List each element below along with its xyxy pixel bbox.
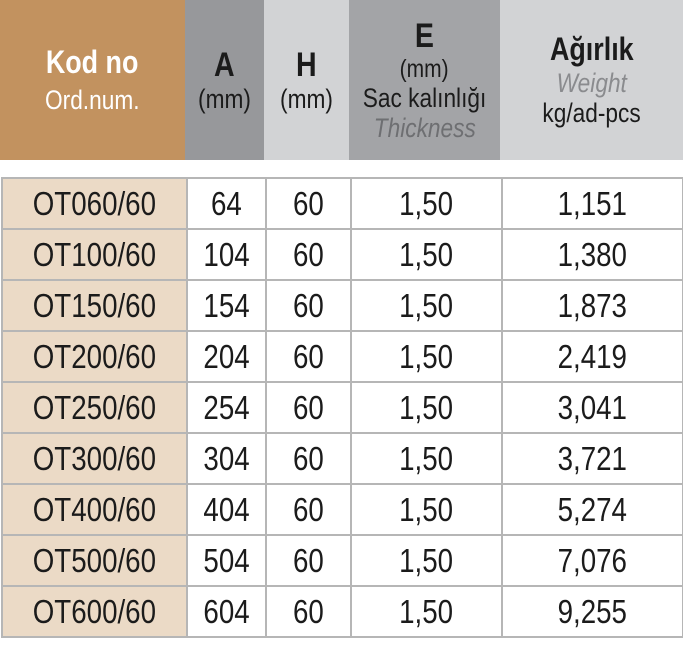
cell-a [187, 535, 266, 586]
weight-value: 3,721 [557, 439, 628, 477]
header-a-column [185, 0, 264, 160]
cell-a [187, 586, 266, 637]
weight-value: 1,873 [557, 286, 628, 324]
code-value: OT500/60 [32, 541, 157, 579]
e-value: 1,50 [399, 286, 454, 324]
cell-e [351, 535, 502, 586]
cell-weight [502, 229, 683, 280]
cell-e [351, 433, 502, 484]
cell-code [2, 331, 187, 382]
cell-e [351, 178, 502, 229]
cell-h [266, 331, 351, 382]
cell-h [266, 535, 351, 586]
table-row [2, 433, 683, 484]
cell-code [2, 178, 187, 229]
cell-h [266, 229, 351, 280]
weight-value: 5,274 [557, 490, 628, 528]
cell-h [266, 586, 351, 637]
cell-h [266, 382, 351, 433]
cell-e [351, 586, 502, 637]
cell-code [2, 229, 187, 280]
header-weight-column [500, 0, 683, 160]
cell-code [2, 535, 187, 586]
h-value: 60 [293, 490, 324, 528]
weight-value: 1,380 [557, 235, 628, 273]
header-e-column [349, 0, 500, 160]
header-code-title: Kod no [46, 43, 139, 80]
a-value: 254 [203, 388, 250, 426]
table-body [0, 177, 683, 638]
cell-a [187, 331, 266, 382]
h-value: 60 [293, 541, 324, 579]
cell-a [187, 229, 266, 280]
cell-weight [502, 586, 683, 637]
h-value: 60 [293, 235, 324, 273]
cell-weight [502, 178, 683, 229]
e-value: 1,50 [399, 490, 454, 528]
cell-code [2, 280, 187, 331]
cell-code [2, 484, 187, 535]
cell-h [266, 433, 351, 484]
code-value: OT200/60 [32, 337, 157, 375]
h-value: 60 [293, 337, 324, 375]
cell-e [351, 229, 502, 280]
code-value: OT600/60 [32, 592, 157, 630]
cell-e [351, 484, 502, 535]
a-value: 104 [203, 235, 250, 273]
header-h-unit: (mm) [280, 83, 333, 114]
cell-weight [502, 535, 683, 586]
code-value: OT060/60 [32, 184, 157, 222]
cell-weight [502, 484, 683, 535]
header-e-unit: (mm) [400, 54, 449, 83]
weight-value: 7,076 [557, 541, 628, 579]
a-value: 64 [211, 184, 242, 222]
header-code-subtitle: Ord.num. [45, 84, 140, 115]
weight-value: 9,255 [557, 592, 628, 630]
table-row [2, 535, 683, 586]
weight-value: 3,041 [557, 388, 628, 426]
table-row [2, 331, 683, 382]
weight-value: 1,151 [557, 184, 628, 222]
cell-h [266, 178, 351, 229]
header-code-column [0, 0, 185, 160]
e-value: 1,50 [399, 592, 454, 630]
cell-a [187, 280, 266, 331]
cell-weight [502, 331, 683, 382]
cell-e [351, 280, 502, 331]
h-value: 60 [293, 286, 324, 324]
cell-h [266, 280, 351, 331]
header-weight-unit: kg/ad-pcs [542, 97, 641, 128]
header-e-title: E [414, 16, 435, 55]
table-row [2, 484, 683, 535]
spec-table [1, 177, 683, 638]
weight-value: 2,419 [557, 337, 628, 375]
table-row [2, 178, 683, 229]
header-a-title: A [214, 45, 235, 84]
code-value: OT400/60 [32, 490, 157, 528]
cell-a [187, 382, 266, 433]
cell-h [266, 484, 351, 535]
h-value: 60 [293, 388, 324, 426]
header-h-title: H [296, 45, 317, 84]
cell-weight [502, 280, 683, 331]
code-value: OT250/60 [32, 388, 157, 426]
h-value: 60 [293, 184, 324, 222]
cell-a [187, 433, 266, 484]
a-value: 504 [203, 541, 250, 579]
e-value: 1,50 [399, 337, 454, 375]
cell-code [2, 586, 187, 637]
a-value: 154 [203, 286, 250, 324]
cell-a [187, 178, 266, 229]
a-value: 604 [203, 592, 250, 630]
code-value: OT300/60 [32, 439, 157, 477]
table-row [2, 280, 683, 331]
e-value: 1,50 [399, 388, 454, 426]
h-value: 60 [293, 592, 324, 630]
a-value: 304 [203, 439, 250, 477]
header-a-unit: (mm) [198, 83, 251, 114]
cell-weight [502, 433, 683, 484]
code-value: OT150/60 [32, 286, 157, 324]
header-h-column [264, 0, 349, 160]
h-value: 60 [293, 439, 324, 477]
cell-weight [502, 382, 683, 433]
table-row [2, 229, 683, 280]
cell-code [2, 382, 187, 433]
e-value: 1,50 [399, 235, 454, 273]
cell-code [2, 433, 187, 484]
e-value: 1,50 [399, 541, 454, 579]
table-row [2, 382, 683, 433]
header-weight-subtitle: Weight [556, 67, 627, 98]
cell-e [351, 331, 502, 382]
header-e-desc-en: Thickness [373, 113, 476, 144]
a-value: 404 [203, 490, 250, 528]
table-header [0, 0, 683, 160]
header-e-desc-tr: Sac kalınlığı [362, 82, 487, 113]
table-row [2, 586, 683, 637]
header-weight-title: Ağırlık [549, 30, 634, 67]
code-value: OT100/60 [32, 235, 157, 273]
cell-a [187, 484, 266, 535]
a-value: 204 [203, 337, 250, 375]
cell-e [351, 382, 502, 433]
e-value: 1,50 [399, 184, 454, 222]
e-value: 1,50 [399, 439, 454, 477]
